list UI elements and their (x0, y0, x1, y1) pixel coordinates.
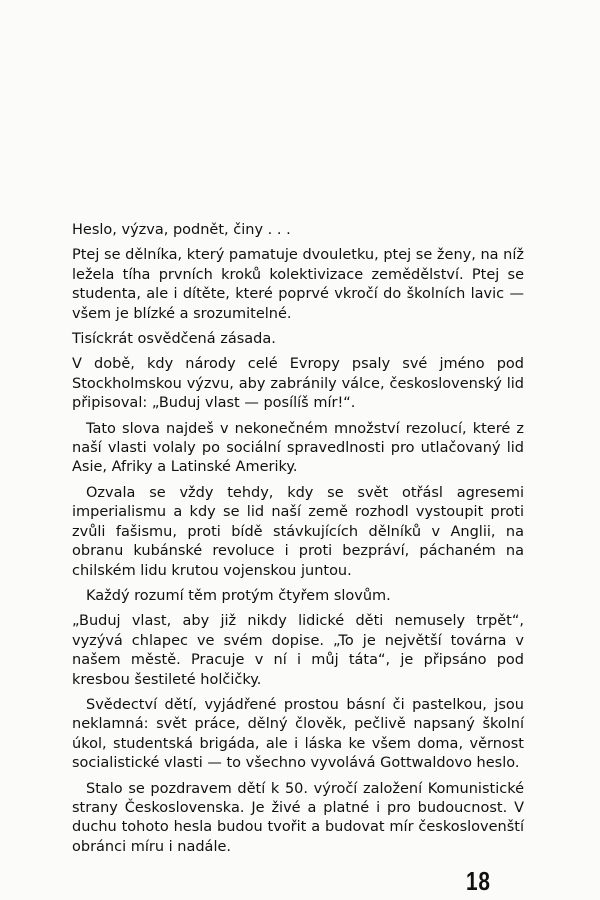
paragraph-principle: Tisíckrát osvědčená zásada. (72, 331, 276, 348)
paragraph-lidice: „Buduj vlast, aby již nikdy lidické děti nemusely trpět“, vyzývá chlapec ve svém dopise. „To je největší továrna v našem městě. Pracuje v ní i můj táta“, je připsáno pod kresbou šestileté holčičky. (72, 613, 524, 688)
paragraph-resolutions: Tato slova najdeš v nekonečném množství rezolucí, které z naší vlasti volaly po sociální spravedlnosti pro utlačovaný lid Asie, Afriky a Latinské Ameriky. (72, 420, 524, 476)
paragraph-imperialism: Ozvala se vždy tehdy, kdy se svět otřásl agresemi imperialismu a kdy se lid naší země rozhodl vystoupit proti zvůli fašismu, proti bídě stávkujících dělníků v Anglii, na obranu kubánské revoluce i proti bezpráví, páchaném na chilském lidu krutou vojenskou juntou. (72, 484, 524, 579)
paragraph-motto: Heslo, výzva, podnět, činy . . . (72, 222, 291, 238)
paragraph-greeting: Stalo se pozdravem dětí k 50. výročí založení Komunistické strany Československa. Je živé a platné i pro budoucnost. V duchu tohoto hesla budou tvořit a budovat mír českoslovenští obránci míru i nadále. (72, 780, 524, 855)
show-through-text (240, 0, 570, 70)
page-number: 18 (466, 866, 491, 896)
body-text (72, 221, 524, 857)
paragraph-worker: Ptej se dělníka, který pamatuje dvouletku, ptej se ženy, na níž ležela tíha prvních kroků kolektivizace zemědělství. Ptej se studenta, ale i dítěte, které poprvé vkročí do školních lavic — všem je blízké a srozumitelné. (72, 247, 524, 322)
paragraph-stockholm: V době, kdy národy celé Evropy psaly své jméno pod Stockholmskou výzvu, aby zabránily válce, československý lid připisoval: „Buduj vlast — posílíš mír!“. (72, 356, 524, 412)
paragraph-four-words: Každý rozumí těm protým čtyřem slovům. (86, 587, 391, 604)
paragraph-testimony: Svědectví dětí, vyjádřené prostou básní či pastelkou, jsou neklamná: svět práce, dělný člověk, pečlivě napsaný školní úkol, studentská brigáda, ale i láska ke všem doma, věrnost socialistické vlasti — to všechno vyvolává Gottwaldovo heslo. (72, 696, 524, 772)
